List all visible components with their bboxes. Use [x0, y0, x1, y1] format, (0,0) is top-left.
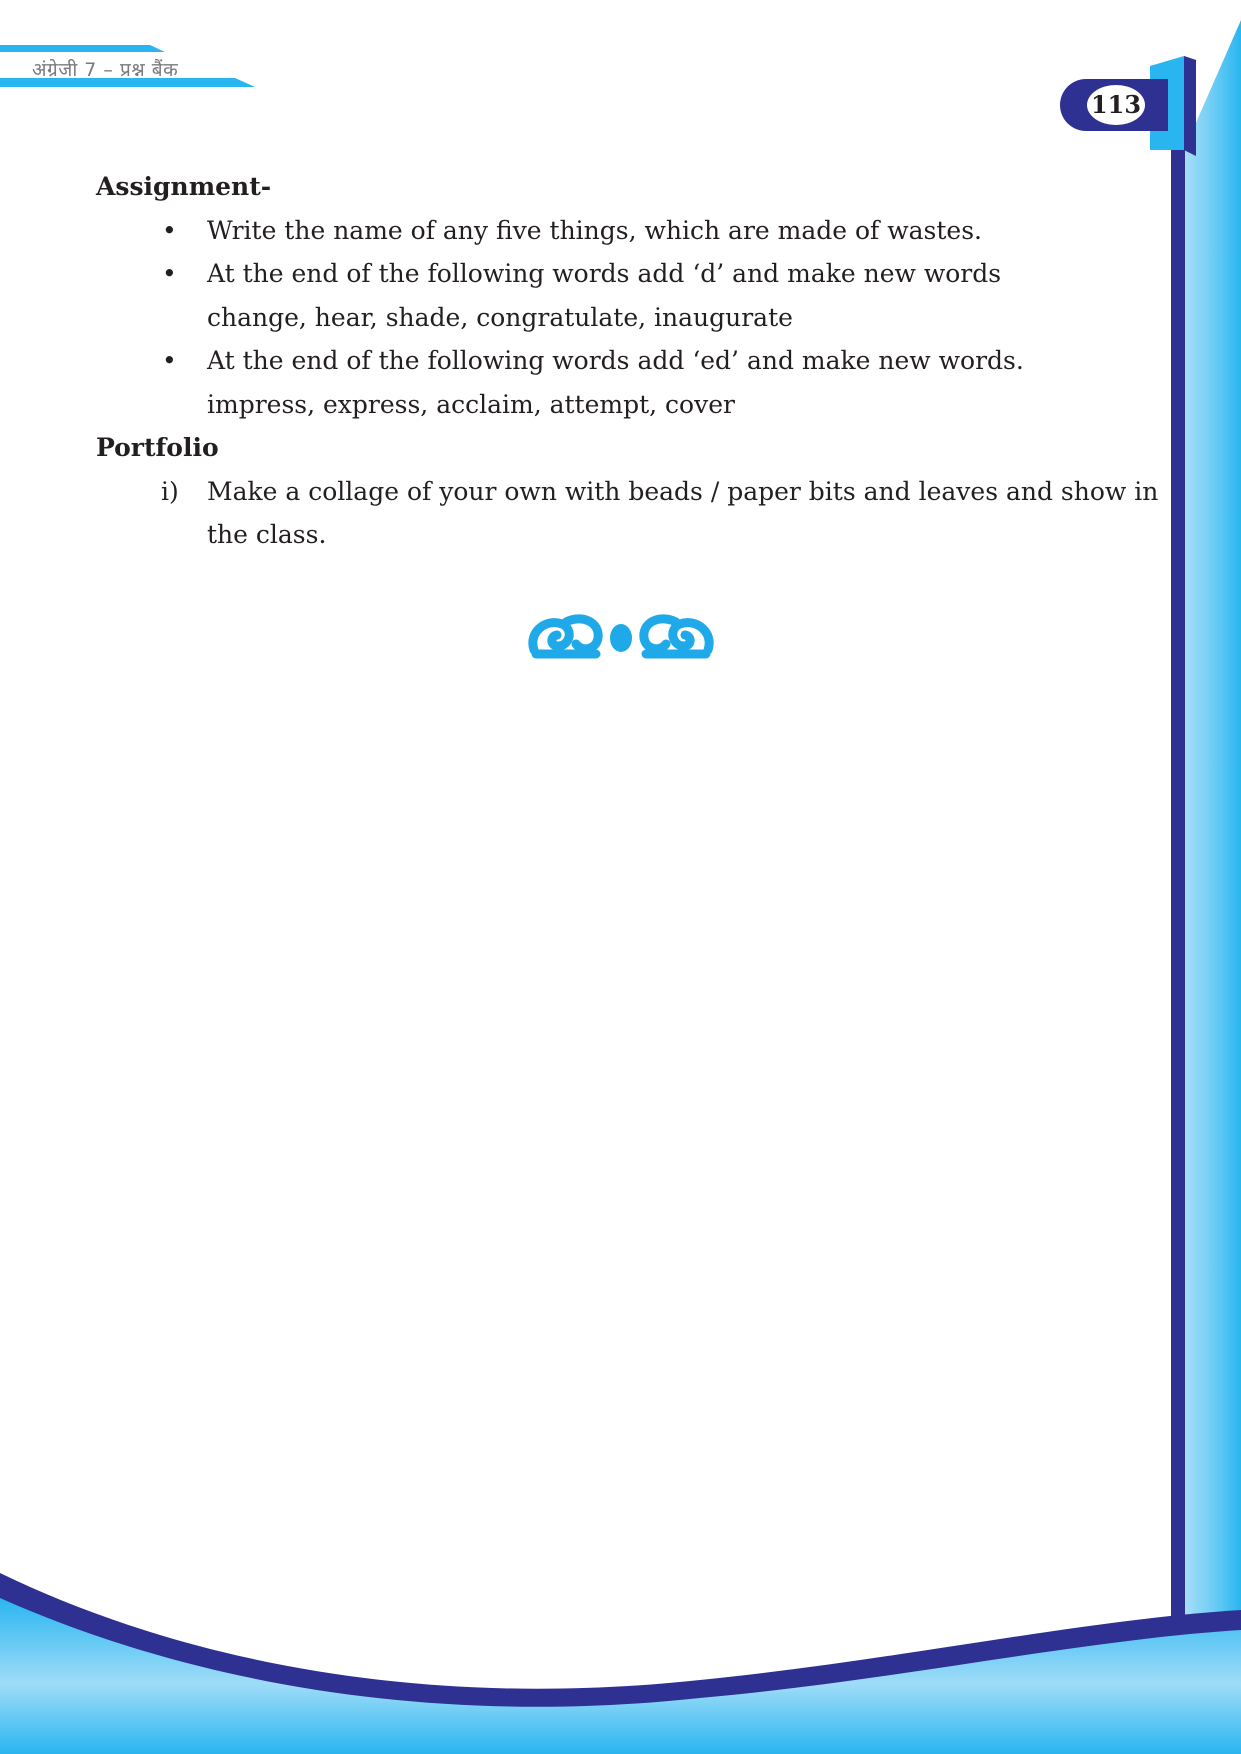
item-line: impress, express, acclaim, attempt, cover — [207, 389, 735, 419]
running-header — [0, 42, 255, 90]
item-line: Make a collage of your own with beads / paper bits and leaves and show in — [207, 476, 1159, 506]
assignment-heading: Assignment- — [96, 172, 272, 201]
portfolio-item — [96, 470, 1159, 557]
flourish-divider-icon — [526, 610, 716, 660]
bullet-icon: • — [162, 215, 177, 245]
assignment-item — [96, 252, 1146, 339]
assignment-item — [96, 209, 1146, 253]
assignment-item — [96, 339, 1146, 426]
item-line: At the end of the following words add ‘d’ and make new words — [207, 259, 1002, 288]
running-title: अंग्रेजी 7 – प्रश्न बैंक — [32, 59, 179, 81]
item-line: Write the name of any five things, which are made of wastes. — [207, 215, 982, 245]
bullet-icon: • — [162, 259, 177, 288]
item-line: At the end of the following words add ‘ed’ and make new words. — [207, 346, 1024, 375]
page-number-badge — [1060, 79, 1168, 131]
portfolio-heading: Portfolio — [96, 433, 219, 462]
item-line: change, hear, shade, congratulate, inaugurate — [207, 302, 793, 332]
item-line: the class. — [207, 520, 327, 549]
page-number: 113 — [1087, 85, 1145, 125]
page-content — [96, 165, 1159, 557]
item-marker: i) — [161, 476, 179, 506]
bullet-icon: • — [162, 346, 177, 375]
